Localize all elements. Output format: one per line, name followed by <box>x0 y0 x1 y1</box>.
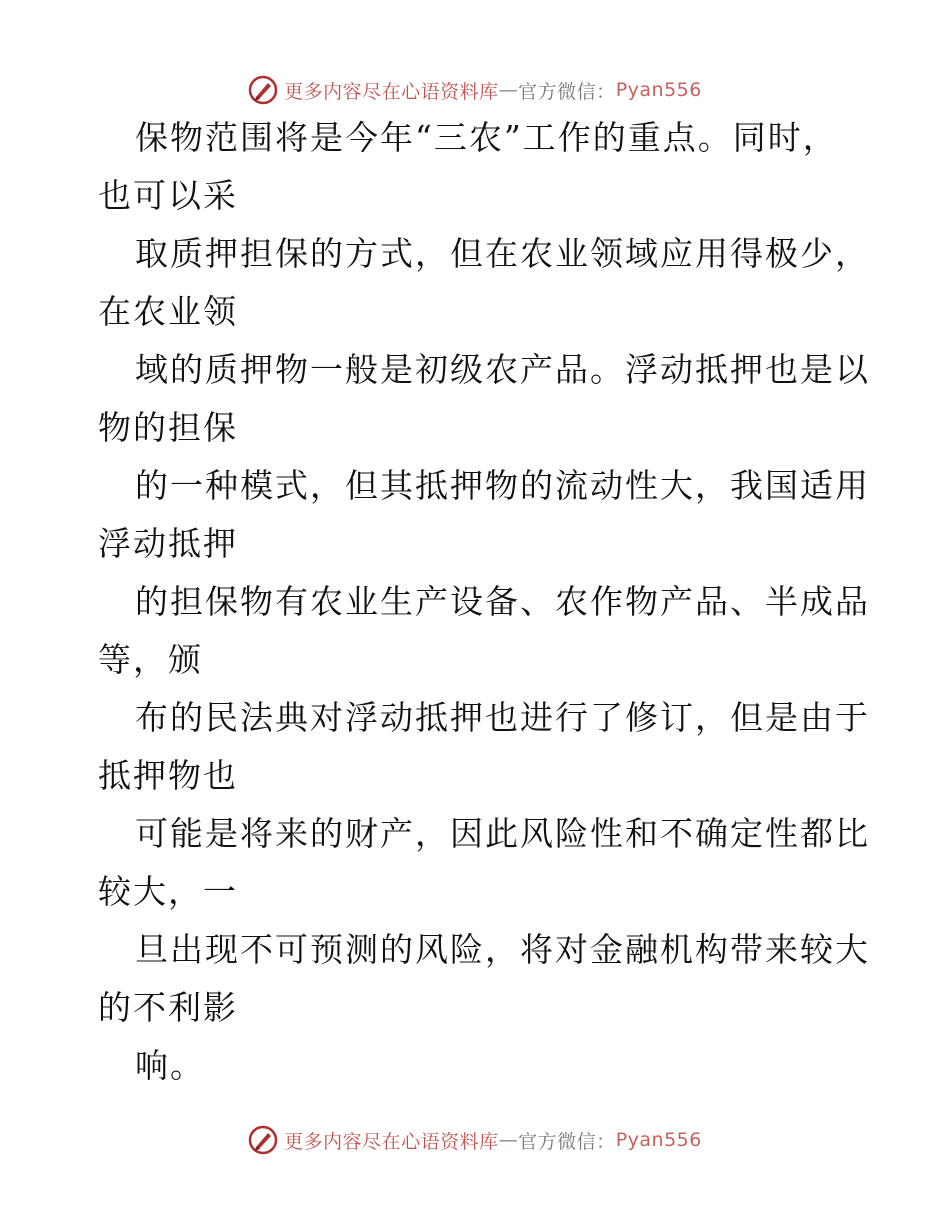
banner-dash: — <box>498 1129 519 1151</box>
text-line: 的担保物有农业生产设备、农作物产品、半成品 <box>135 582 870 621</box>
text-line: 可能是将来的财产，因此风险性和不确定性都比 <box>135 814 870 853</box>
text-line: 布的民法典对浮动抵押也进行了修订，但是由于 <box>135 698 870 737</box>
pen-logo-icon <box>248 75 278 105</box>
text-line: 物的担保 <box>98 408 238 447</box>
text-line: 响。 <box>135 1046 205 1085</box>
banner-official-label: 官方微信： <box>518 80 616 103</box>
banner-main-text: 更多内容尽在心语资料库 <box>284 80 499 103</box>
text-line: 也可以采 <box>98 176 238 215</box>
text-line: 的不利影 <box>98 988 238 1027</box>
footer-watermark <box>0 1120 950 1160</box>
text-line: 浮动抵押 <box>98 524 238 563</box>
text-line: 等，颁 <box>98 640 203 679</box>
text-line: 保物范围将是今年“三农”工作的重点。同时， <box>135 118 838 157</box>
header-watermark <box>0 70 950 110</box>
text-line: 抵押物也 <box>98 756 238 795</box>
banner-official-label: 官方微信： <box>518 1130 616 1153</box>
banner-dash: — <box>498 79 519 101</box>
text-line: 较大，一 <box>98 872 238 911</box>
text-line: 旦出现不可预测的风险，将对金融机构带来较大 <box>135 930 870 969</box>
banner-wechat-id: Pyan556 <box>615 79 702 101</box>
pen-logo-icon <box>248 1125 278 1155</box>
text-line: 的一种模式，但其抵押物的流动性大，我国适用 <box>135 466 870 505</box>
text-line: 域的质押物一般是初级农产品。浮动抵押也是以 <box>135 350 870 389</box>
text-line: 在农业领 <box>98 292 238 331</box>
banner-wechat-id: Pyan556 <box>615 1129 702 1151</box>
banner-main-text: 更多内容尽在心语资料库 <box>284 1130 499 1153</box>
text-line: 取质押担保的方式，但在农业领域应用得极少， <box>135 234 870 273</box>
